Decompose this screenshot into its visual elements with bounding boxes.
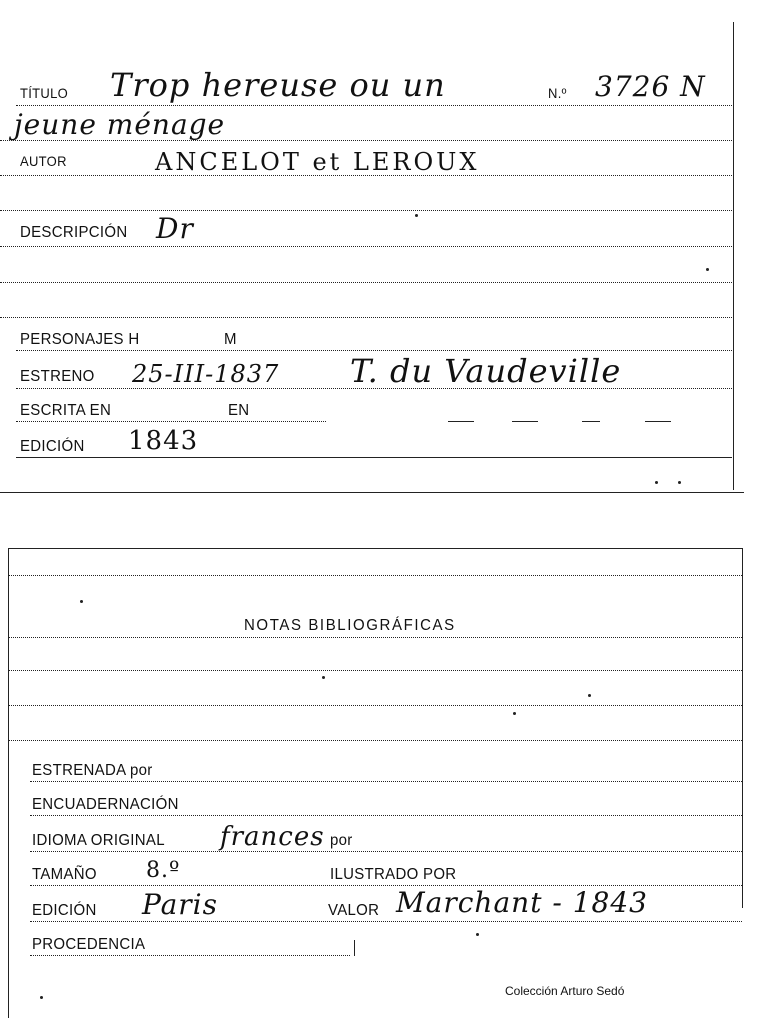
speck xyxy=(655,481,658,484)
autor-value: ANCELOT et LEROUX xyxy=(155,148,480,176)
numero-value: 3726 N xyxy=(595,70,706,103)
idioma-por-label: por xyxy=(330,831,353,850)
idioma-value: frances xyxy=(220,822,325,852)
edicion-value: 1843 xyxy=(128,426,199,456)
top-card-bottom-edge xyxy=(0,492,744,493)
titulo-label: TÍTULO xyxy=(20,85,69,102)
estrenada-line xyxy=(30,781,742,782)
personajes-m-label: M xyxy=(224,330,237,349)
escrita-dash-2 xyxy=(512,421,538,422)
notas-line-3 xyxy=(8,705,742,706)
titulo-line-2 xyxy=(0,140,732,141)
estreno-place: T. du Vaudeville xyxy=(350,352,622,390)
escrita-en-label: EN xyxy=(228,401,250,420)
top-card-right-edge xyxy=(733,22,734,490)
ilustrado-label: ILUSTRADO POR xyxy=(330,865,457,884)
procedencia-label: PROCEDENCIA xyxy=(32,935,146,954)
autor-line xyxy=(0,175,732,176)
procedencia-line xyxy=(30,955,350,956)
escrita-dash-4 xyxy=(645,421,671,422)
personajes-label: PERSONAJES H xyxy=(20,330,140,349)
idioma-label: IDIOMA ORIGINAL xyxy=(32,831,165,850)
escrita-line xyxy=(16,421,326,422)
tamano-label: TAMAÑO xyxy=(32,865,97,884)
valor-value: Marchant - 1843 xyxy=(396,886,648,919)
escrita-dash-3 xyxy=(582,421,600,422)
estreno-date: 25-III-1837 xyxy=(132,360,280,388)
speck xyxy=(415,214,418,217)
personajes-line xyxy=(16,350,732,351)
valor-label: VALOR xyxy=(328,901,380,920)
descripcion-value: Dr xyxy=(156,212,194,245)
escrita-dash-1 xyxy=(448,421,474,422)
descripcion-label: DESCRIPCIÓN xyxy=(20,223,128,242)
speck xyxy=(678,481,681,484)
speck xyxy=(40,996,43,999)
escrita-label: ESCRITA EN xyxy=(20,401,112,420)
tamano-value: 8.º xyxy=(146,858,181,883)
descripcion-line xyxy=(0,246,732,247)
titulo-value-continued: jeune ménage xyxy=(14,108,226,141)
speck xyxy=(588,694,591,697)
estrenada-label: ESTRENADA por xyxy=(32,761,153,780)
notas-line-1 xyxy=(8,637,742,638)
bottom-edicion-value: Paris xyxy=(142,888,218,921)
blank-line-1 xyxy=(0,210,732,211)
notas-heading: NOTAS BIBLIOGRÁFICAS xyxy=(244,616,456,635)
notas-line-4 xyxy=(8,740,742,741)
speck xyxy=(80,600,83,603)
bottom-card-left-edge xyxy=(8,548,9,1018)
edicion-line xyxy=(16,457,732,458)
titulo-line xyxy=(16,105,732,106)
idioma-line xyxy=(30,851,742,852)
blank-line-2 xyxy=(0,282,732,283)
bottom-edicion-label: EDICIÓN xyxy=(32,901,97,920)
estreno-line xyxy=(16,388,732,389)
estreno-label: ESTRENO xyxy=(20,367,95,386)
numero-label: N.º xyxy=(548,85,567,102)
edicion-label: EDICIÓN xyxy=(20,437,85,456)
encuadernacion-line xyxy=(30,815,742,816)
notas-line-0 xyxy=(8,575,742,576)
bottom-card-top-edge xyxy=(8,548,742,549)
procedencia-mark xyxy=(354,940,355,956)
autor-label: AUTOR xyxy=(20,153,67,170)
collection-credit: Colección Arturo Sedó xyxy=(505,984,625,998)
titulo-value: Trop hereuse ou un xyxy=(110,66,446,104)
notas-line-2 xyxy=(8,670,742,671)
bottom-edicion-line xyxy=(30,921,742,922)
speck xyxy=(322,676,325,679)
bottom-card-right-edge xyxy=(742,548,743,908)
speck xyxy=(476,933,479,936)
speck xyxy=(513,712,516,715)
encuadernacion-label: ENCUADERNACIÓN xyxy=(32,795,179,814)
speck xyxy=(706,268,709,271)
blank-line-3 xyxy=(0,317,732,318)
